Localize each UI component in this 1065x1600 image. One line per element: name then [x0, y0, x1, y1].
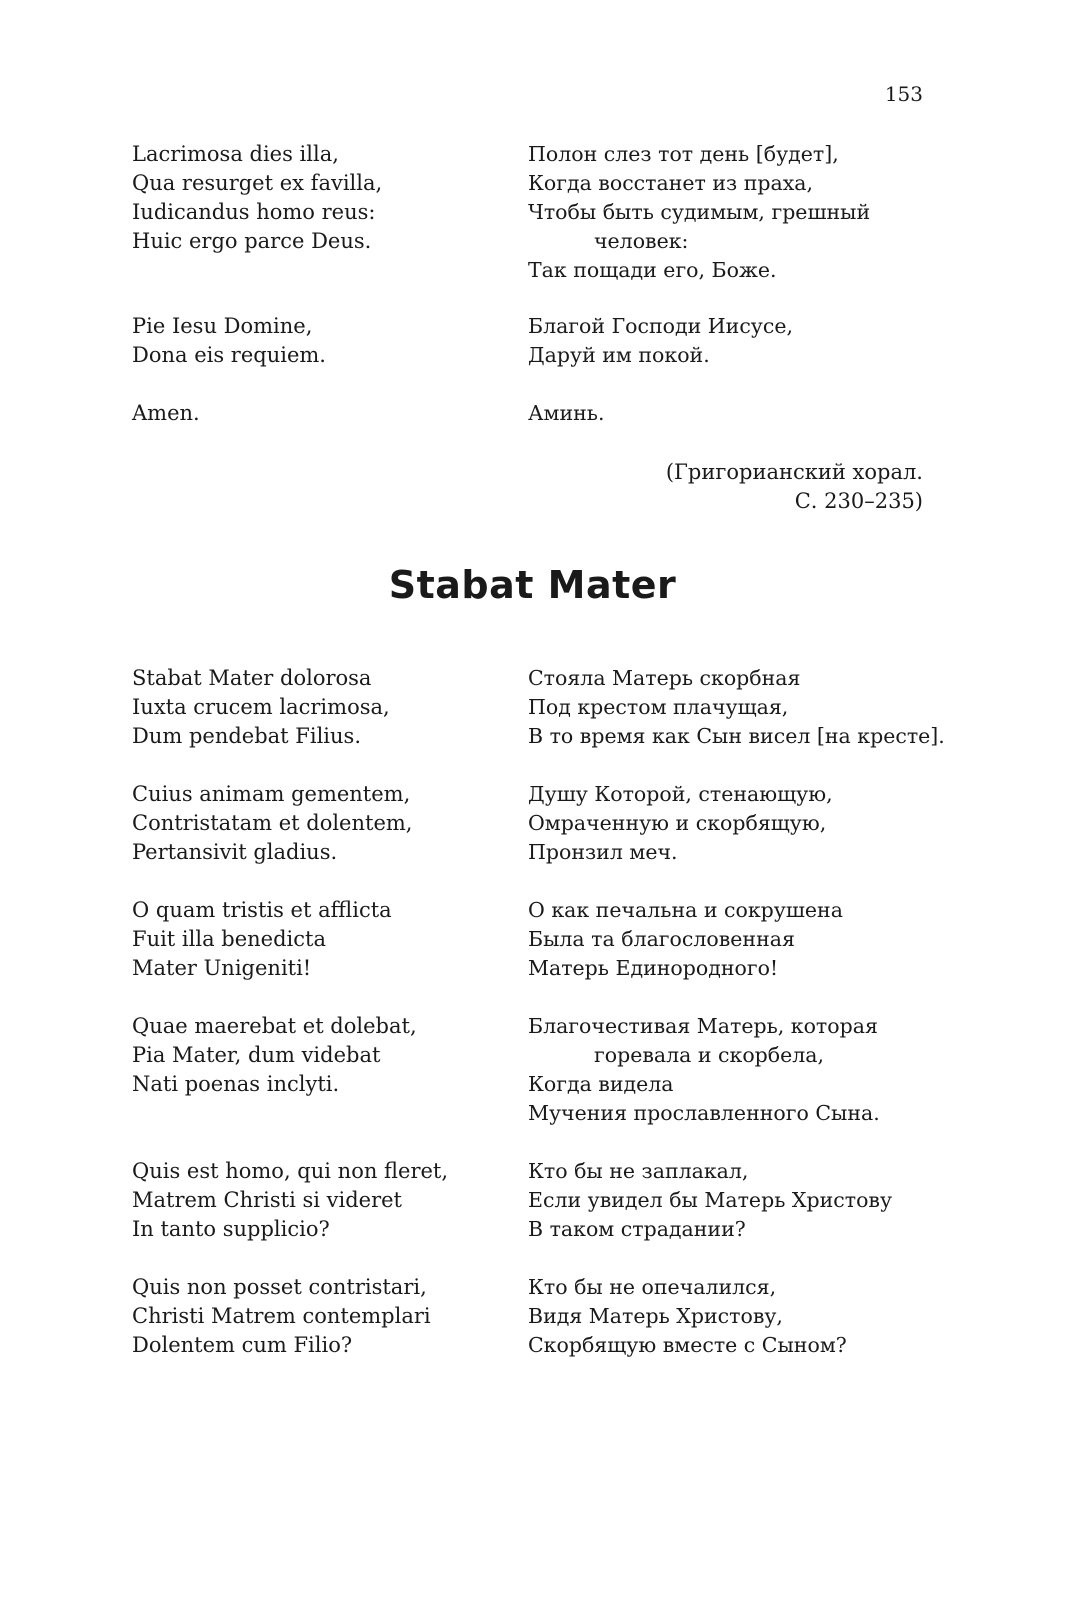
- stanza: [132, 1012, 944, 1128]
- russian-column: [528, 1012, 944, 1128]
- latin-column: [132, 896, 528, 983]
- latin-line: Matrem Christi si videret: [132, 1188, 402, 1212]
- latin-line: Quis est homo, qui non fleret,: [132, 1159, 449, 1183]
- russian-line: Благой Господи Иисусе,: [528, 314, 793, 338]
- latin-line: Mater Unigeniti!: [132, 956, 312, 980]
- latin-line: O quam tristis et afflicta: [132, 898, 392, 922]
- russian-line: В то время как Сын висел [на кресте].: [528, 724, 945, 748]
- russian-column: [528, 780, 944, 867]
- stabat-mater-text: [132, 664, 944, 1360]
- latin-column: [132, 140, 528, 256]
- dies-irae-ending: [132, 140, 944, 428]
- latin-line: Stabat Mater dolorosa: [132, 666, 372, 690]
- russian-line: Даруй им покой.: [528, 343, 710, 367]
- russian-line: Видя Матерь Христову,: [528, 1304, 783, 1328]
- russian-line: Кто бы не опечалился,: [528, 1275, 777, 1299]
- latin-line: Iuxta crucem lacrimosa,: [132, 695, 390, 719]
- latin-line: Nati poenas inclyti.: [132, 1072, 340, 1096]
- latin-line: In tanto supplicio?: [132, 1217, 330, 1241]
- russian-column: [528, 664, 945, 751]
- russian-column: [528, 1273, 944, 1360]
- latin-line: Fuit illa benedicta: [132, 927, 326, 951]
- latin-line: Quae maerebat et dolebat,: [132, 1014, 417, 1038]
- russian-line: Матерь Единородного!: [528, 956, 779, 980]
- latin-column: [132, 780, 528, 867]
- russian-line: Когда восстанет из праха,: [528, 171, 814, 195]
- russian-line: Так пощади его, Боже.: [528, 258, 777, 282]
- latin-line: Contristatam et dolentem,: [132, 811, 413, 835]
- latin-column: [132, 399, 528, 428]
- russian-column: [528, 140, 944, 285]
- latin-line: Christi Matrem contemplari: [132, 1304, 431, 1328]
- stanza: [132, 1273, 944, 1360]
- source-line: С. 230–235): [794, 489, 923, 513]
- russian-line: Мучения прославленного Сына.: [528, 1101, 880, 1125]
- russian-line: горевала и скорбела,: [594, 1043, 825, 1067]
- latin-line: Dum pendebat Filius.: [132, 724, 361, 748]
- russian-line: Пронзил меч.: [528, 840, 678, 864]
- latin-line: Qua resurget ex favilla,: [132, 171, 383, 195]
- stanza: [132, 399, 944, 428]
- stanza: [132, 780, 944, 867]
- latin-line: Cuius animam gementem,: [132, 782, 411, 806]
- russian-column: [528, 312, 944, 370]
- page-number: 153: [884, 82, 923, 106]
- latin-line: Pie Iesu Domine,: [132, 314, 313, 338]
- source-citation: [666, 458, 923, 516]
- russian-column: [528, 1157, 944, 1244]
- stanza: [132, 312, 944, 370]
- russian-line: Чтобы быть судимым, грешный: [528, 200, 871, 224]
- stanza: [132, 140, 944, 285]
- russian-line: Была та благословенная: [528, 927, 795, 951]
- stanza: [132, 664, 944, 751]
- russian-line: Аминь.: [528, 401, 605, 425]
- latin-column: [132, 1012, 528, 1099]
- latin-line: Quis non posset contristari,: [132, 1275, 427, 1299]
- russian-line: человек:: [594, 229, 689, 253]
- latin-line: Iudicandus homo reus:: [132, 200, 376, 224]
- russian-line: Когда видела: [528, 1072, 674, 1096]
- latin-line: Lacrimosa dies illa,: [132, 142, 339, 166]
- russian-line: Благочестивая Матерь, которая: [528, 1014, 878, 1038]
- latin-line: Pia Mater, dum videbat: [132, 1043, 381, 1067]
- latin-line: Dona eis requiem.: [132, 343, 326, 367]
- russian-line: Под крестом плачущая,: [528, 695, 789, 719]
- section-title: Stabat Mater: [388, 563, 677, 607]
- russian-line: Кто бы не заплакал,: [528, 1159, 749, 1183]
- latin-line: Dolentem cum Filio?: [132, 1333, 353, 1357]
- source-line: (Григорианский хорал.: [665, 460, 923, 484]
- russian-line: О как печальна и сокрушена: [528, 898, 843, 922]
- russian-line: Стояла Матерь скорбная: [528, 666, 801, 690]
- russian-line: Полон слез тот день [будет],: [528, 142, 839, 166]
- latin-column: [132, 664, 528, 751]
- latin-column: [132, 1273, 528, 1360]
- latin-line: Pertansivit gladius.: [132, 840, 338, 864]
- russian-line: Если увидел бы Матерь Христову: [528, 1188, 893, 1212]
- russian-line: В таком страдании?: [528, 1217, 746, 1241]
- latin-line: Huic ergo parce Deus.: [132, 229, 372, 253]
- latin-column: [132, 1157, 528, 1244]
- russian-line: Душу Которой, стенающую,: [528, 782, 833, 806]
- stanza: [132, 896, 944, 983]
- latin-column: [132, 312, 528, 370]
- russian-column: [528, 896, 944, 983]
- latin-line: Amen.: [132, 401, 200, 425]
- stanza: [132, 1157, 944, 1244]
- russian-column: [528, 399, 944, 428]
- russian-line: Омраченную и скорбящую,: [528, 811, 827, 835]
- russian-line: Скорбящую вместе с Сыном?: [528, 1333, 847, 1357]
